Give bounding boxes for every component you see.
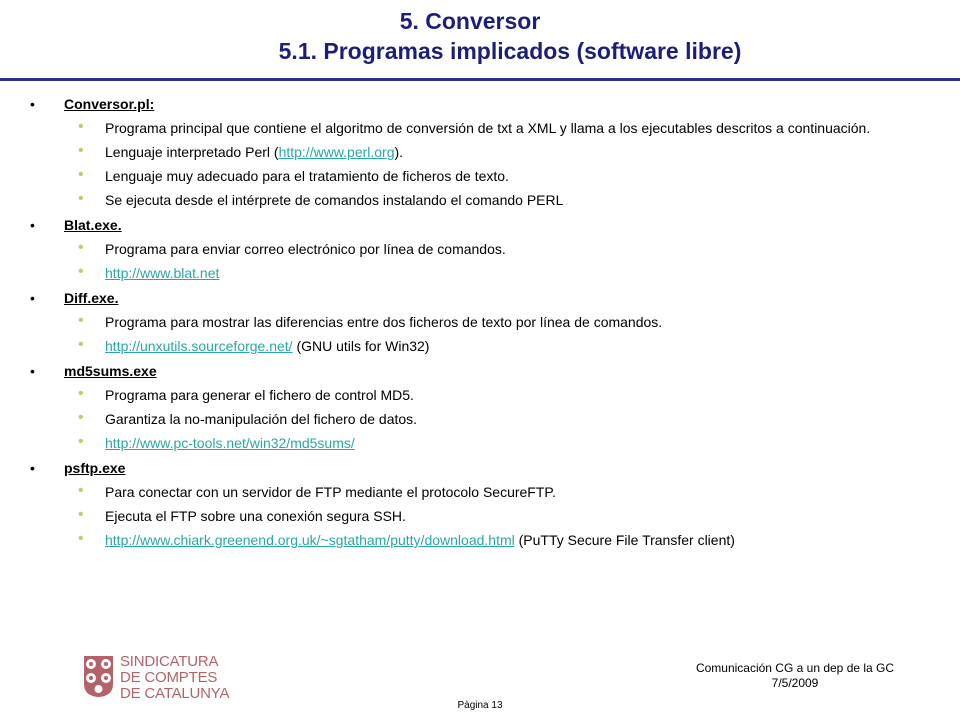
section-heading xyxy=(30,215,930,235)
sub-bullet-icon: • xyxy=(78,433,84,450)
sub-bullet-icon: • xyxy=(78,530,84,547)
item-text: Programa para generar el fichero de control MD5. xyxy=(105,387,414,403)
item-link[interactable]: http://www.chiark.greenend.org.uk/~sgtatham/putty/download.html xyxy=(105,532,515,548)
content-list xyxy=(30,94,930,554)
item-text: Programa principal que contiene el algoritmo de conversión de txt a XML y llama a los ejecutables descritos a continuación. xyxy=(105,120,871,136)
item-text: Lenguaje muy adecuado para el tratamiento de ficheros de texto. xyxy=(105,168,509,184)
item-link[interactable]: http://www.blat.net xyxy=(105,265,220,281)
section xyxy=(30,458,930,550)
sub-bullet-icon: • xyxy=(78,166,84,183)
section-heading xyxy=(30,288,930,308)
section-heading-text: psftp.exe xyxy=(64,460,126,476)
slide-title xyxy=(0,6,960,66)
footer-info xyxy=(660,661,930,691)
list-item xyxy=(30,336,930,356)
item-link[interactable]: http://unxutils.sourceforge.net/ xyxy=(105,338,293,354)
title-line-2: 5.1. Programas implicados (software libre) xyxy=(278,38,742,64)
list-item xyxy=(30,409,930,429)
sub-bullet-icon: • xyxy=(78,312,84,329)
item-text: (PuTTy Secure File Transfer client) xyxy=(514,532,735,548)
section-heading-text: md5sums.exe xyxy=(64,363,157,379)
list-item xyxy=(30,482,930,502)
footer-date: 7/5/2009 xyxy=(771,676,819,690)
section-heading xyxy=(30,458,930,478)
list-item xyxy=(30,506,930,526)
sub-bullet-icon: • xyxy=(78,482,84,499)
sub-bullet-icon: • xyxy=(78,336,84,353)
section xyxy=(30,94,930,210)
logo-text-line-1: SINDICATURA xyxy=(120,653,219,670)
list-item xyxy=(30,385,930,405)
list-item xyxy=(30,166,930,186)
bullet-icon: • xyxy=(30,290,35,306)
item-text: Garantiza la no-manipulación del fichero de datos. xyxy=(105,411,418,427)
item-text: (GNU utils for Win32) xyxy=(292,338,430,354)
footer-line-1: Comunicación CG a un dep de la GC xyxy=(695,661,895,675)
list-item xyxy=(30,118,930,138)
sindicatura-logo xyxy=(82,654,242,702)
item-text: Programa para mostrar las diferencias entre dos ficheros de texto por línea de comandos. xyxy=(105,314,663,330)
logo-text-line-2: DE COMPTES xyxy=(120,669,218,686)
item-link[interactable]: http://www.pc-tools.net/win32/md5sums/ xyxy=(105,435,355,451)
sub-bullet-icon: • xyxy=(78,506,84,523)
section-heading-text: Blat.exe. xyxy=(64,217,122,233)
item-text: Se ejecuta desde el intérprete de comandos instalando el comando PERL xyxy=(105,192,564,208)
sindicatura-emblem-icon xyxy=(82,654,115,698)
sub-bullet-icon: • xyxy=(78,190,84,207)
list-item xyxy=(30,530,930,550)
section-heading xyxy=(30,361,930,381)
sub-bullet-icon: • xyxy=(78,385,84,402)
sub-bullet-icon: • xyxy=(78,263,84,280)
item-text: Programa para enviar correo electrónico por línea de comandos. xyxy=(105,241,506,257)
item-text: Para conectar con un servidor de FTP mediante el protocolo SecureFTP. xyxy=(105,484,556,500)
logo-text-line-3: DE CATALUNYA xyxy=(120,685,230,702)
page-number: Pàgina 13 xyxy=(457,700,503,711)
sub-bullet-icon: • xyxy=(78,142,84,159)
item-text: Lenguaje interpretado Perl ( xyxy=(105,144,279,160)
bullet-icon: • xyxy=(30,460,35,476)
list-item xyxy=(30,239,930,259)
section-heading-text: Diff.exe. xyxy=(64,290,119,306)
sub-bullet-icon: • xyxy=(78,118,84,135)
sub-bullet-icon: • xyxy=(78,409,84,426)
list-item xyxy=(30,190,930,210)
title-line-1: 5. Conversor xyxy=(399,8,541,34)
bullet-icon: • xyxy=(30,96,35,112)
item-text: Ejecuta el FTP sobre una conexión segura SSH. xyxy=(105,508,406,524)
section xyxy=(30,215,930,283)
section xyxy=(30,288,930,356)
list-item xyxy=(30,142,930,162)
sub-bullet-icon: • xyxy=(78,239,84,256)
section-heading-text: Conversor.pl: xyxy=(64,96,155,112)
list-item xyxy=(30,312,930,332)
item-text: ). xyxy=(394,144,404,160)
section-heading xyxy=(30,94,930,114)
item-link[interactable]: http://www.perl.org xyxy=(278,144,395,160)
section xyxy=(30,361,930,453)
list-item xyxy=(30,263,930,283)
bullet-icon: • xyxy=(30,363,35,379)
bullet-icon: • xyxy=(30,217,35,233)
title-divider xyxy=(0,78,960,81)
list-item xyxy=(30,433,930,453)
